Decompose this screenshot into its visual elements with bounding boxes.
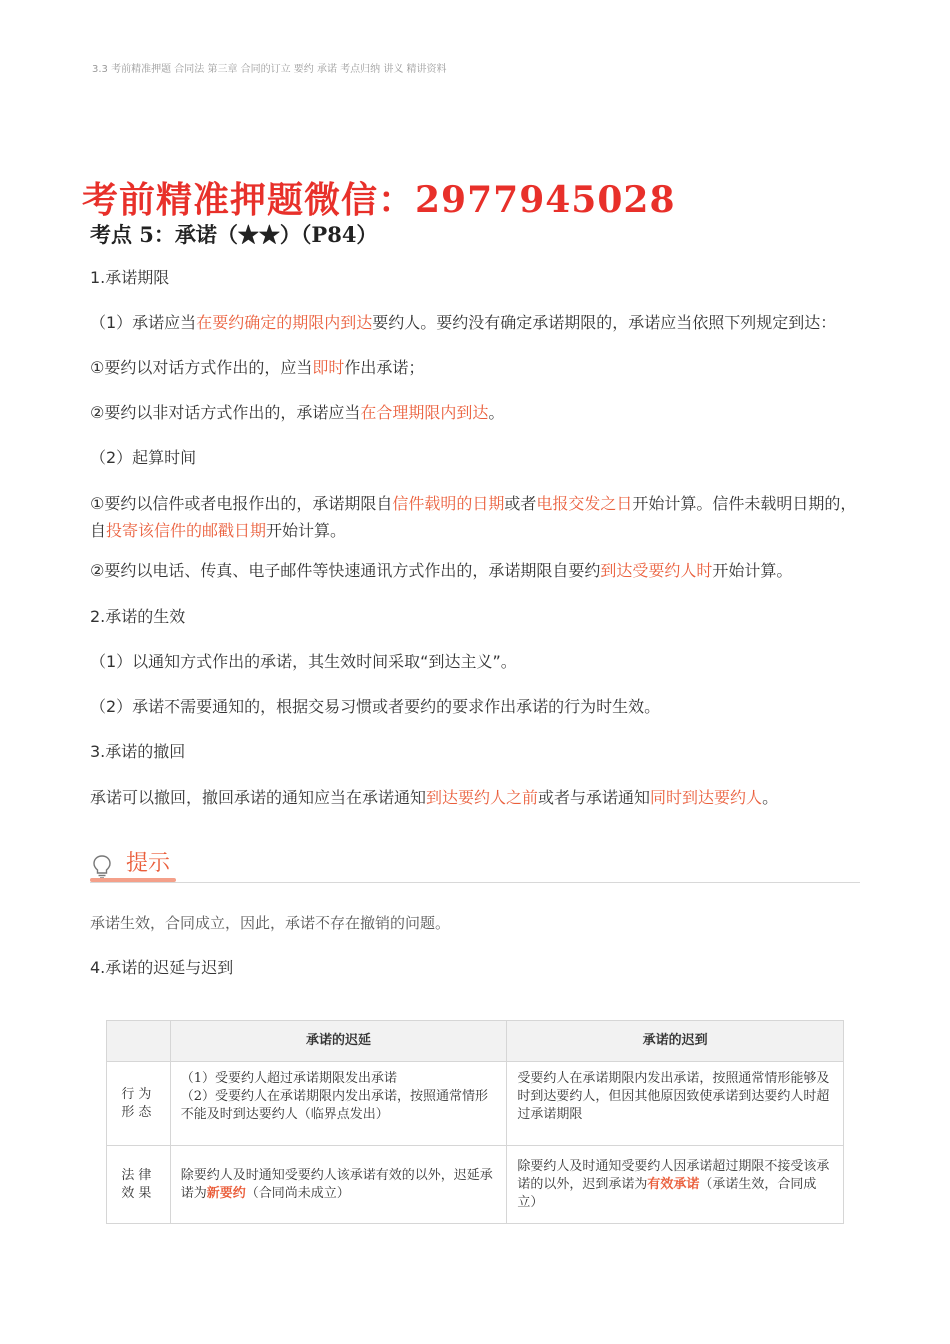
heading-promise-period: 1.承诺期限 (90, 268, 170, 287)
table-cell: 受要约人在承诺期限内发出承诺，按照通常情形能够及时到达要约人，但因其他原因致使承诺到达要约人时超过承诺期限 (507, 1062, 844, 1146)
highlight: 到达要约人之前 (426, 788, 539, 807)
comparison-table (106, 1020, 844, 1224)
paragraph-letter-telegram: ①要约以信件或者电报作出的，承诺期限自信件载明的日期或者电报交发之日开始计算。信件未载明日期的，自投寄该信件的邮戳日期开始计算。 (90, 494, 857, 540)
tip-label: 提示 (126, 851, 171, 876)
paragraph-fast-communication: ②要约以电话、传真、电子邮件等快速通讯方式作出的，承诺期限自要约到达受要约人时开始计算。 (90, 561, 793, 580)
table-cell: 除要约人及时通知受要约人因承诺超过期限不接受该承诺的以外，迟到承诺为有效承诺（承诺生效，合同成立） (507, 1146, 844, 1224)
lightbulb-icon (92, 854, 112, 880)
subheading-start-time: （2）起算时间 (90, 448, 197, 467)
heading-promise-withdrawal: 3.承诺的撤回 (90, 742, 186, 761)
row-label: 行为形态 (107, 1062, 171, 1146)
table-cell: （1）受要约人超过承诺期限发出承诺 （2）受要约人在承诺期限内发出承诺，按照通常情形不能及时到达要约人（临界点发出） (170, 1062, 507, 1146)
section-title: 考点 5：承诺（★★）（P84） (90, 222, 378, 247)
highlight: 即时 (312, 358, 345, 377)
table-header-cell: 承诺的迟到 (507, 1021, 844, 1062)
highlight: 新要约 (206, 1185, 246, 1201)
row-label: 法律效果 (107, 1146, 171, 1224)
highlight: 信件载明的日期 (392, 494, 505, 513)
heading-promise-effect: 2.承诺的生效 (90, 607, 186, 626)
highlight: 同时到达要约人 (650, 788, 763, 807)
table-cell: 除要约人及时通知受要约人该承诺有效的以外，迟延承诺为新要约（合同尚未成立） (170, 1146, 507, 1224)
paragraph-non-dialog-offer: ②要约以非对话方式作出的，承诺应当在合理期限内到达。 (90, 403, 505, 422)
divider (90, 882, 860, 883)
highlight: 到达受要约人时 (600, 561, 713, 580)
paragraph-arrival-principle: （1）以通知方式作出的承诺，其生效时间采取“到达主义”。 (90, 652, 517, 671)
highlight: 在合理期限内到达 (360, 403, 489, 422)
tip-box (90, 842, 860, 884)
paragraph-dialog-offer: ①要约以对话方式作出的，应当即时作出承诺； (90, 358, 425, 377)
highlight: 投寄该信件的邮戳日期 (106, 521, 267, 540)
tip-text: 承诺生效，合同成立，因此，承诺不存在撤销的问题。 (90, 914, 451, 932)
paragraph-withdrawal-rule: 承诺可以撤回，撤回承诺的通知应当在承诺通知到达要约人之前或者与承诺通知同时到达要约人。 (90, 788, 779, 807)
paragraph-no-notice: （2）承诺不需要通知的，根据交易习惯或者要约的要求作出承诺的行为时生效。 (90, 697, 661, 716)
paragraph-period-rule: （1）承诺应当在要约确定的期限内到达要约人。要约没有确定承诺期限的，承诺应当依照下列规定到达： (90, 313, 837, 332)
table-row (107, 1146, 844, 1224)
table-header-row (107, 1021, 844, 1062)
running-header: 3.3 考前精准押题 合同法 第三章 合同的订立 要约 承诺 考点归纳 讲义 精讲资料 (92, 64, 447, 75)
highlight: 有效承诺 (647, 1176, 700, 1192)
highlight: 电报交发之日 (536, 494, 633, 513)
table-row (107, 1062, 844, 1146)
table-header-cell (107, 1021, 171, 1062)
watermark-promo: 考前精准押题微信：2977945028 (82, 179, 676, 221)
highlight: 在要约确定的期限内到达 (196, 313, 373, 332)
heading-delay-and-late: 4.承诺的迟延与迟到 (90, 958, 234, 977)
table-header-cell: 承诺的迟延 (170, 1021, 507, 1062)
